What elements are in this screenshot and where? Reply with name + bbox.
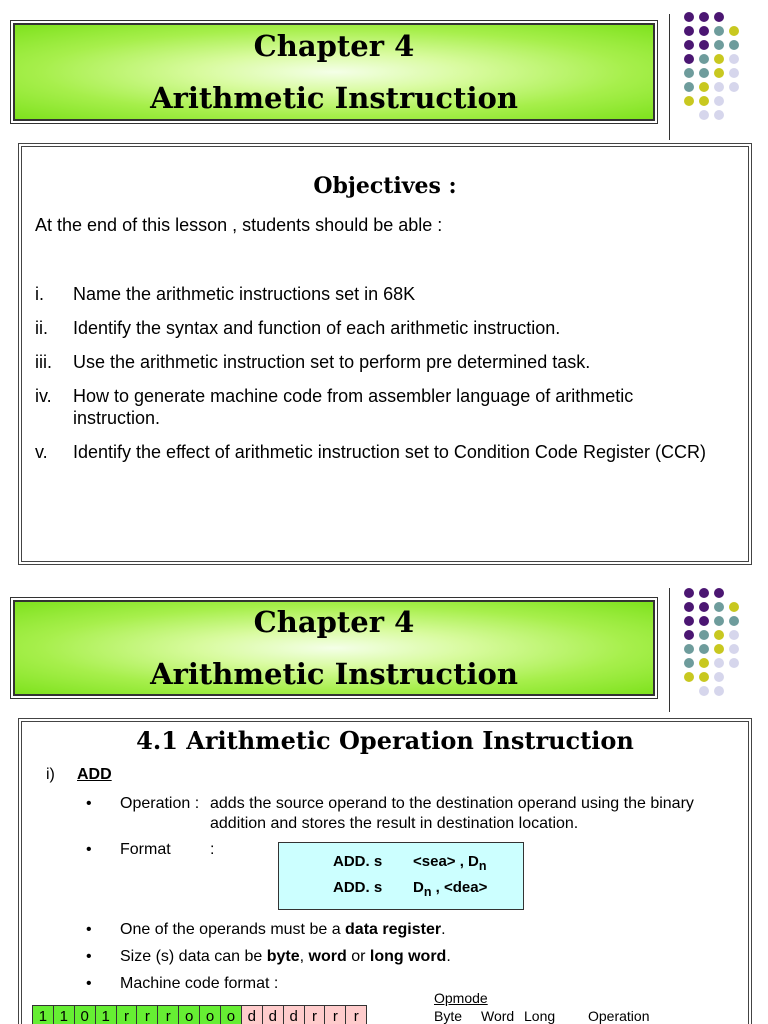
machine-code-bit: o — [179, 1006, 200, 1024]
opmode-col: Byte — [434, 1008, 463, 1024]
format-colon: : — [210, 841, 215, 858]
machine-code-bit: d — [241, 1006, 262, 1024]
decorative-dot — [729, 644, 739, 654]
decorative-dot — [699, 68, 709, 78]
machine-code-label: Machine code format : — [120, 975, 279, 992]
instruction-heading — [46, 766, 112, 784]
decorative-dot — [714, 602, 724, 612]
slide1-chapter-subtitle: Arithmetic Instruction — [150, 81, 518, 115]
decorative-dot — [714, 26, 724, 36]
objectives-list — [35, 283, 725, 475]
decorative-dot — [699, 82, 709, 92]
decorative-dot — [714, 110, 724, 120]
decorative-dot — [714, 616, 724, 626]
operand-subscript: n — [478, 859, 487, 873]
slide1-title-banner — [10, 20, 658, 124]
machine-code-row — [33, 1006, 367, 1024]
decorative-dot — [714, 672, 724, 682]
decorative-dot — [699, 26, 709, 36]
operand-text: D — [413, 879, 424, 896]
operation-bullet — [86, 794, 730, 834]
decorative-dot — [699, 12, 709, 22]
decorative-dot — [699, 40, 709, 50]
format-line — [333, 853, 487, 873]
opmode-title: Opmode — [434, 990, 488, 1006]
decorative-dot — [684, 82, 694, 92]
bullet-bold-text: long word — [369, 948, 447, 965]
bullet-text: , — [299, 948, 309, 965]
decorative-dot — [729, 40, 739, 50]
decorative-dot — [684, 588, 694, 598]
decorative-dot — [729, 54, 739, 64]
decorative-dot — [729, 68, 739, 78]
decorative-dot — [684, 616, 694, 626]
decorative-dot — [699, 110, 709, 120]
bullet-dot: • — [86, 795, 92, 812]
bullet-text: . — [446, 948, 451, 965]
objective-text: Identify the effect of arithmetic instruction set to Condition Code Register (CCR) — [73, 442, 706, 462]
decorative-dot — [729, 630, 739, 640]
slide2-vertical-divider — [669, 588, 670, 712]
decorative-dot — [699, 96, 709, 106]
machine-code-bullet — [86, 974, 278, 994]
objective-text: Use the arithmetic instruction set to perform pre determined task. — [73, 352, 591, 372]
decorative-dot — [714, 40, 724, 50]
objective-item — [35, 441, 725, 463]
slide1-chapter-title: Chapter 4 — [253, 29, 415, 63]
decorative-dot — [699, 672, 709, 682]
bullet-text: One of the operands must be a — [120, 921, 346, 938]
decorative-dot — [729, 616, 739, 626]
decorative-dot — [684, 658, 694, 668]
machine-code-bit: r — [137, 1006, 158, 1024]
machine-code-bit: d — [283, 1006, 304, 1024]
machine-code-bit: r — [158, 1006, 179, 1024]
bullet-dot: • — [86, 975, 92, 992]
decorative-dot — [729, 602, 739, 612]
objective-number: ii. — [35, 318, 48, 338]
objective-text: Name the arithmetic instructions set in 68K — [73, 284, 416, 304]
size-bullet — [86, 947, 451, 967]
format-mnemonic: ADD. s — [333, 879, 383, 896]
format-syntax-box — [278, 842, 524, 910]
opmode-col: Operation — [588, 1008, 650, 1024]
decorative-dot — [699, 616, 709, 626]
objective-item — [35, 385, 725, 429]
bullet-text: or — [346, 948, 370, 965]
decorative-dot — [684, 12, 694, 22]
opmode-col: Word — [481, 1008, 515, 1024]
bullet-text: Size (s) data can be — [120, 948, 267, 965]
decorative-dot — [684, 96, 694, 106]
objective-number: iv. — [35, 386, 52, 406]
opmode-legend — [434, 990, 649, 1024]
slide1-vertical-divider — [669, 14, 670, 140]
objective-item — [35, 283, 725, 305]
operand-text: <sea> , D — [413, 853, 479, 870]
decorative-dot — [684, 40, 694, 50]
machine-code-bit: r — [116, 1006, 137, 1024]
decorative-dot — [714, 644, 724, 654]
decorative-dot — [684, 26, 694, 36]
decorative-dot — [699, 588, 709, 598]
slide2-chapter-title: Chapter 4 — [253, 605, 415, 639]
decorative-dot — [684, 630, 694, 640]
decorative-dot — [699, 54, 709, 64]
format-line — [333, 879, 487, 899]
bullet-dot: • — [86, 841, 92, 858]
instruction-number: i) — [46, 766, 55, 783]
format-label: Format — [120, 841, 171, 858]
slide2-title-background — [13, 600, 655, 696]
section-title: 4.1 Arithmetic Operation Instruction — [136, 726, 634, 755]
decorative-dot — [699, 602, 709, 612]
format-operands — [413, 879, 487, 899]
operands-text — [120, 920, 446, 940]
objective-text: How to generate machine code from assembler language of arithmetic instruction. — [73, 386, 634, 428]
machine-code-bit: 0 — [74, 1006, 95, 1024]
objective-text: Identify the syntax and function of each arithmetic instruction. — [73, 318, 561, 338]
decorative-dot — [699, 658, 709, 668]
slide1-title-background — [13, 23, 655, 121]
decorative-dot — [714, 686, 724, 696]
operand-text: , <dea> — [431, 879, 488, 896]
decorative-dot — [714, 54, 724, 64]
bullet-bold-text: data register — [345, 921, 442, 938]
decorative-dot — [729, 82, 739, 92]
format-operands — [413, 853, 487, 873]
decorative-dot — [684, 54, 694, 64]
decorative-dot — [684, 602, 694, 612]
operands-bullet — [86, 920, 446, 940]
operation-description: adds the source operand to the destination operand using the binary addition and stores the result in destination location. — [210, 795, 694, 832]
bullet-dot: • — [86, 948, 92, 965]
decorative-dot — [714, 588, 724, 598]
machine-code-bit: r — [346, 1006, 367, 1024]
objective-item — [35, 317, 725, 339]
format-mnemonic: ADD. s — [333, 853, 383, 870]
machine-code-bit: 1 — [95, 1006, 116, 1024]
machine-code-bit: o — [200, 1006, 221, 1024]
objectives-heading: Objectives : — [313, 173, 457, 199]
slide2-content-panel — [18, 718, 752, 1024]
bullet-text: . — [441, 921, 446, 938]
machine-code-table — [32, 1005, 367, 1024]
slide2-chapter-subtitle: Arithmetic Instruction — [150, 657, 518, 691]
decorative-dot — [714, 658, 724, 668]
bullet-dot: • — [86, 921, 92, 938]
decorative-dot — [684, 672, 694, 682]
decorative-dot — [729, 658, 739, 668]
slide2-title-banner — [10, 597, 658, 699]
decorative-dot — [699, 630, 709, 640]
decorative-dot — [714, 630, 724, 640]
machine-code-bit: r — [304, 1006, 325, 1024]
opmode-columns — [434, 1008, 649, 1024]
decorative-dot — [714, 12, 724, 22]
opmode-col: Long — [524, 1008, 556, 1024]
decorative-dot — [729, 26, 739, 36]
decorative-dot — [699, 686, 709, 696]
format-bullet — [86, 840, 214, 860]
decorative-dot — [714, 96, 724, 106]
objective-number: v. — [35, 442, 48, 462]
operand-subscript: n — [423, 885, 432, 899]
decorative-dot — [714, 82, 724, 92]
machine-code-bit: r — [325, 1006, 346, 1024]
objective-number: i. — [35, 284, 44, 304]
instruction-name: ADD — [77, 766, 112, 783]
machine-code-bit: d — [262, 1006, 283, 1024]
slide1-objectives-panel — [18, 143, 752, 565]
objective-item — [35, 351, 725, 373]
objective-number: iii. — [35, 352, 52, 372]
machine-code-bit: o — [221, 1006, 242, 1024]
decorative-dot — [714, 68, 724, 78]
objectives-intro: At the end of this lesson , students should be able : — [35, 215, 443, 235]
bullet-bold-text: byte — [266, 948, 300, 965]
decorative-dot — [699, 644, 709, 654]
bullet-bold-text: word — [308, 948, 347, 965]
decorative-dot — [684, 68, 694, 78]
decorative-dot — [684, 644, 694, 654]
operation-label: Operation : — [120, 795, 200, 812]
machine-code-bit: 1 — [53, 1006, 74, 1024]
machine-code-bit: 1 — [33, 1006, 54, 1024]
size-text — [120, 947, 451, 967]
